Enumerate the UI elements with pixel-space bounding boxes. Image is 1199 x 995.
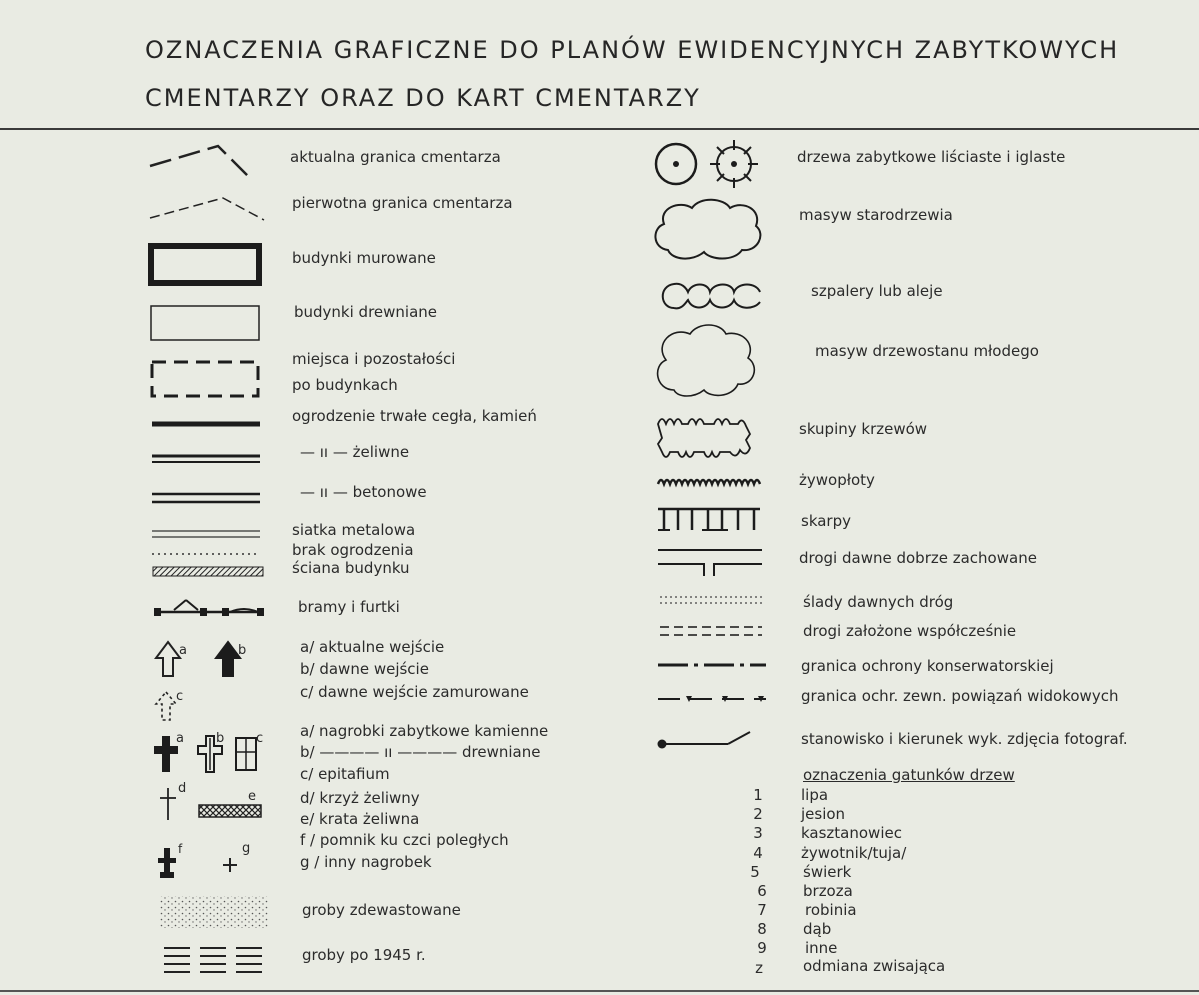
label-nagrobki-e: e/ krata żeliwna: [300, 810, 420, 828]
label-sciana: ściana budynku: [292, 559, 410, 577]
shrub-group-symbol: [654, 412, 760, 468]
species-number: 3: [753, 824, 763, 842]
label-brak: brak ogrodzenia: [292, 541, 414, 559]
war-memorial-icon: [156, 846, 180, 880]
label-sym-a-grave: a: [176, 731, 184, 746]
label-granica-wid: granica ochr. zewn. powiązań widokowych: [801, 687, 1119, 705]
historic-trees-symbol: [652, 138, 762, 192]
view-protection-boundary-symbol: [656, 692, 770, 706]
species-number: 5: [750, 863, 760, 881]
label-sym-b-entrance: b: [238, 643, 247, 658]
tree-alley-symbol: [654, 278, 766, 314]
original-boundary-symbol: [148, 190, 268, 226]
label-drzewa: drzewa zabytkowe liściaste i iglaste: [797, 148, 1066, 166]
label-sym-e: e: [248, 789, 256, 804]
no-fence-symbol: [150, 551, 262, 557]
label-nagrobki-a: a/ nagrobki zabytkowe kamienne: [300, 722, 549, 740]
bottom-border: [0, 990, 1199, 992]
photo-station-arrow-icon: [656, 728, 768, 752]
species-name: dąb: [803, 920, 832, 938]
gates-symbol: [152, 596, 267, 620]
species-name: inne: [805, 939, 838, 957]
species-name: kasztanowiec: [801, 824, 902, 842]
young-tree-stand-symbol: [650, 320, 760, 400]
label-zywoploty: żywopłoty: [799, 471, 875, 489]
label-szpalery: szpalery lub aleje: [811, 282, 943, 300]
brick-building-symbol: [148, 242, 263, 287]
label-budynki-drewniane: budynki drewniane: [294, 303, 438, 321]
permanent-fence-symbol: [150, 418, 262, 430]
species-number: 6: [757, 882, 767, 900]
label-nagrobki-b: b/ ———— ıı ———— drewniane: [300, 743, 541, 761]
title-line-2: CMENTARZY ORAZ DO KART CMENTARZY: [145, 84, 701, 112]
species-number: 2: [753, 805, 763, 823]
label-nagrobki-d: d/ krzyż żeliwny: [300, 789, 420, 807]
species-number: 7: [757, 901, 767, 919]
label-nagrobki-c: c/ epitafium: [300, 765, 390, 783]
title-line-1: OZNACZENIA GRAFICZNE DO PLANÓW EWIDENCYJNYCH ZABYTKOWYCH: [145, 36, 1120, 64]
label-nagrobki-f: f / pomnik ku czci poległych: [300, 831, 509, 849]
label-krzewy: skupiny krzewów: [799, 420, 928, 438]
modern-road-symbol: [658, 624, 766, 638]
species-name: robinia: [805, 901, 857, 919]
label-wejscie-c: c/ dawne wejście zamurowane: [300, 683, 529, 701]
label-granica-kons: granica ochrony konserwatorskiej: [801, 657, 1054, 675]
label-groby-zdew: groby zdewastowane: [302, 901, 461, 919]
species-number: 1: [753, 786, 763, 804]
header-divider: [0, 128, 1199, 130]
species-number: 9: [757, 939, 767, 957]
species-name: żywotnik/tuja/: [801, 844, 907, 862]
label-aktualna-granica: aktualna granica cmentarza: [290, 148, 501, 166]
label-stanowisko: stanowisko i kierunek wyk. zdjęcia fotograf.: [801, 730, 1128, 748]
species-header: oznaczenia gatunków drzew: [803, 766, 1015, 784]
old-road-symbol: [656, 546, 766, 578]
label-sym-d: d: [178, 781, 187, 796]
road-traces-symbol: [658, 594, 766, 606]
cast-iron-fence-symbol: [150, 452, 262, 466]
species-number: 8: [757, 920, 767, 938]
species-number: 4: [753, 844, 763, 862]
metal-mesh-fence-symbol: [150, 528, 262, 540]
post-1945-graves-symbol: [162, 942, 272, 982]
label-wejscie-b: b/ dawne wejście: [300, 660, 429, 678]
other-grave-plus-icon: [222, 856, 240, 874]
species-name: brzoza: [803, 882, 853, 900]
species-name: jesion: [801, 805, 846, 823]
building-remains-symbol: [148, 358, 263, 400]
slope-symbol: [656, 506, 764, 534]
label-siatka: siatka metalowa: [292, 521, 416, 539]
label-miejsca-2: po budynkach: [292, 376, 398, 394]
old-tree-stand-symbol: [648, 194, 768, 266]
species-name: lipa: [801, 786, 829, 804]
label-sym-g: g: [242, 841, 251, 856]
iron-grating-icon: [198, 804, 264, 820]
label-ogrodzenie: ogrodzenie trwałe cegła, kamień: [292, 407, 537, 425]
label-pierwotna-granica: pierwotna granica cmentarza: [292, 194, 513, 212]
label-drogi-dawne: drogi dawne dobrze zachowane: [799, 549, 1037, 567]
label-slady: ślady dawnych dróg: [803, 593, 954, 611]
label-sym-c-entrance: c: [176, 689, 184, 704]
current-boundary-symbol: [148, 140, 258, 180]
label-nagrobki-g: g / inny nagrobek: [300, 853, 432, 871]
hedge-symbol: [656, 476, 766, 490]
label-budynki-murowane: budynki murowane: [292, 249, 436, 267]
label-drogi-zal: drogi założone współcześnie: [803, 622, 1017, 640]
label-bramy: bramy i furtki: [298, 598, 400, 616]
label-betonowe: — ıı — betonowe: [300, 483, 427, 501]
building-wall-symbol: [152, 566, 264, 578]
label-sym-b-grave: b: [216, 731, 225, 746]
label-groby-1945: groby po 1945 r.: [302, 946, 426, 964]
label-miejsca-1: miejsca i pozostałości: [292, 350, 456, 368]
label-zeliwne: — ıı — żeliwne: [300, 443, 410, 461]
label-masyw-mlody: masyw drzewostanu młodego: [815, 342, 1039, 360]
species-name: świerk: [803, 863, 852, 881]
label-masyw-staro: masyw starodrzewia: [799, 206, 953, 224]
wooden-building-symbol: [148, 302, 263, 344]
devastated-graves-symbol: [160, 894, 270, 930]
label-sym-c-grave: c: [256, 731, 264, 746]
label-sym-a-entrance: a: [179, 643, 187, 658]
species-name: odmiana zwisająca: [803, 957, 946, 975]
species-number: z: [755, 959, 763, 977]
label-sym-f: f: [178, 842, 183, 856]
conservation-boundary-symbol: [656, 660, 768, 670]
label-wejscie-a: a/ aktualne wejście: [300, 638, 445, 656]
label-skarpy: skarpy: [801, 512, 851, 530]
concrete-fence-symbol: [150, 490, 262, 506]
